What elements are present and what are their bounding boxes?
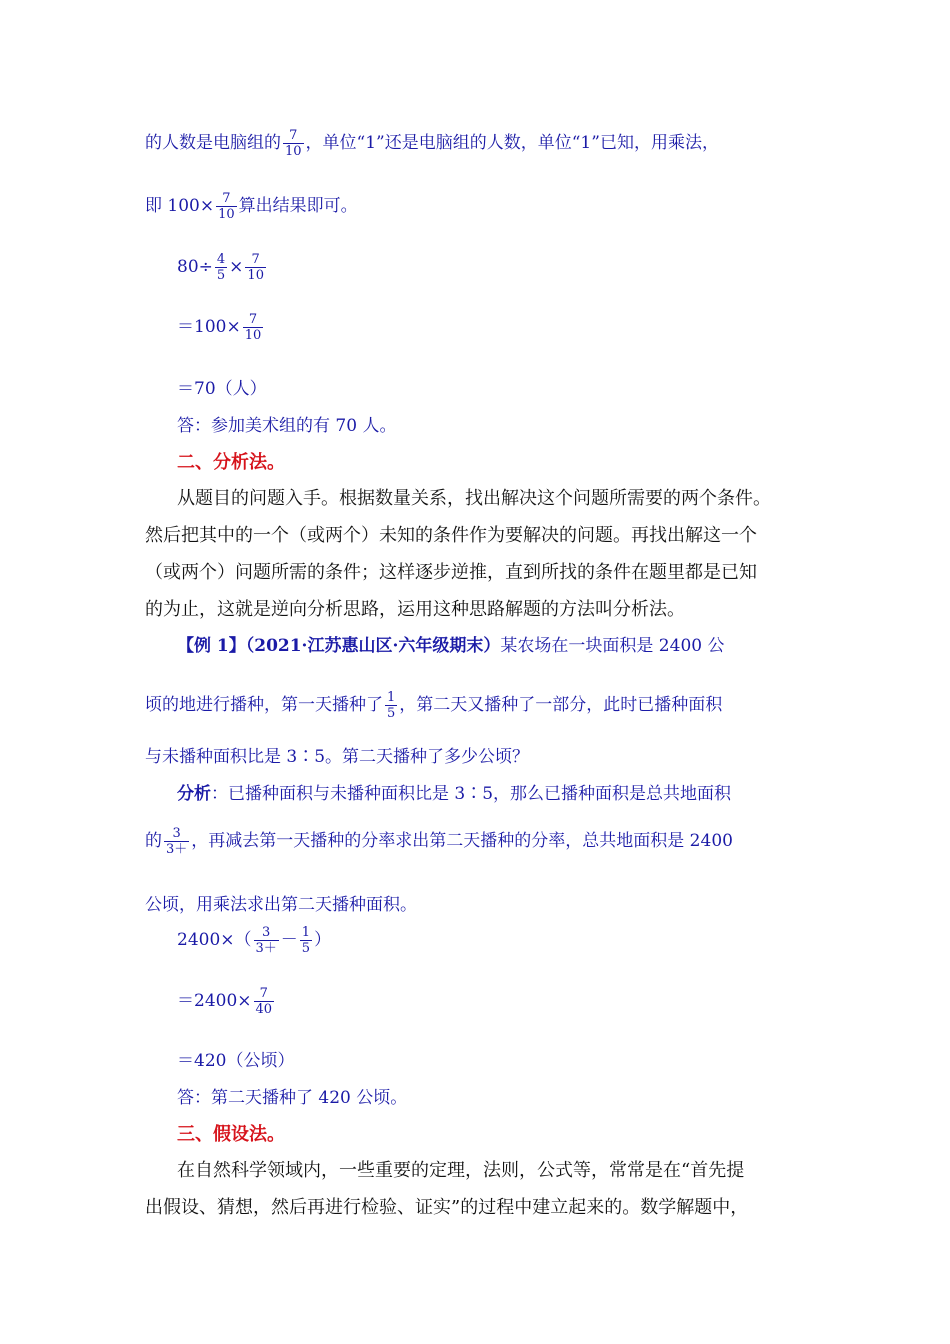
fraction-numerator: 7 — [251, 252, 260, 267]
example-line-2 — [145, 690, 722, 721]
paragraph-line: 然后把其中的一个（或两个）未知的条件作为要解决的问题。再找出解这一个 — [145, 525, 757, 546]
calc-b-line-1 — [177, 925, 331, 956]
fraction-numerator: 1 — [387, 690, 396, 705]
fraction-numerator: 7 — [222, 191, 231, 206]
calc-line-3: ＝70（人） — [177, 379, 267, 399]
text-span: ，再减去第一天播种的分率求出第二天播种的分率，总共地面积是 2400 — [191, 831, 733, 851]
fraction — [245, 252, 266, 283]
text-span: 2400×（ — [177, 930, 252, 950]
text-span: ：已播种面积与未播种面积比是 3∶5，那么已播种面积是总共地面积 — [211, 784, 732, 804]
text-span: 80÷ — [177, 257, 213, 277]
answer-line: 答：参加美术组的有 70 人。 — [177, 416, 397, 436]
fraction — [243, 312, 264, 343]
answer-line-b: 答：第二天播种了 420 公顷。 — [177, 1088, 408, 1108]
text-span: 顷的地进行播种，第一天播种了 — [145, 695, 383, 715]
fraction-numerator: 7 — [289, 128, 298, 143]
example-line-3: 与未播种面积比是 3∶5。第二天播种了多少公顷？ — [145, 747, 530, 767]
operator: － — [280, 930, 298, 950]
calc-b-line-3: ＝420（公顷） — [177, 1051, 295, 1071]
fraction-denominator: 3＋ — [255, 941, 277, 956]
text-span: 的 — [145, 831, 162, 851]
fraction-numerator: 3 — [172, 826, 181, 841]
fraction-denominator: 10 — [218, 207, 235, 222]
paragraph-line: 出假设、猜想，然后再进行检验、证实”的过程中建立起来的。数学解题中， — [145, 1197, 749, 1218]
example-line-1 — [177, 631, 724, 656]
fraction-numerator: 3 — [262, 925, 271, 940]
explanation-line-2 — [145, 191, 358, 222]
text-span: 的人数是电脑组的 — [145, 133, 281, 153]
text-span: 算出结果即可。 — [238, 196, 358, 216]
fraction — [216, 191, 237, 222]
fraction-denominator: 5 — [387, 706, 396, 721]
fraction-denominator: 10 — [244, 328, 262, 343]
fraction-denominator: 40 — [255, 1002, 273, 1017]
analysis-line-1 — [177, 779, 731, 804]
text-span: ＝2400× — [177, 991, 252, 1011]
text-span: 某农场在一块面积是 2400 公 — [500, 636, 725, 656]
fraction — [254, 925, 279, 956]
section-heading-hypothesis: 三、假设法。 — [177, 1124, 285, 1145]
section-heading-analysis: 二、分析法。 — [177, 452, 285, 473]
fraction — [215, 252, 227, 283]
calc-line-1 — [177, 252, 268, 283]
paragraph-line: （或两个）问题所需的条件；这样逐步逆推，直到所找的条件在题里都是已知 — [145, 562, 757, 583]
fraction — [300, 925, 312, 956]
text-span: ） — [314, 930, 332, 950]
operator: × — [229, 257, 244, 277]
fraction — [254, 986, 275, 1017]
fraction-numerator: 1 — [301, 925, 311, 940]
analysis-line-3: 公顷，用乘法求出第二天播种面积。 — [145, 895, 417, 915]
text-span: ，第二天又播种了一部分，此时已播种面积 — [399, 695, 723, 715]
calc-b-line-2 — [177, 986, 276, 1017]
fraction-denominator: 5 — [301, 941, 311, 956]
example-label: 【例 1】（2021·江苏惠山区·六年级期末） — [177, 636, 501, 656]
paragraph-line: 的为止，这就是逆向分析思路，运用这种思路解题的方法叫分析法。 — [145, 599, 685, 620]
fraction-denominator: 5 — [216, 268, 226, 283]
fraction — [385, 690, 397, 721]
fraction-denominator: 10 — [247, 268, 264, 283]
fraction-numerator: 4 — [216, 252, 226, 267]
fraction — [164, 826, 189, 857]
fraction-denominator: 3＋ — [166, 842, 188, 857]
paragraph-line: 在自然科学领域内，一些重要的定理，法则，公式等，常常是在“首先提 — [177, 1160, 745, 1181]
text-span: 即 100× — [145, 196, 215, 216]
explanation-line-1 — [145, 128, 719, 159]
text-span: ＝100× — [177, 317, 241, 337]
analysis-line-2 — [145, 826, 733, 857]
fraction — [283, 128, 304, 159]
fraction-numerator: 7 — [248, 312, 258, 327]
text-span: ，单位“1”还是电脑组的人数，单位“1”已知，用乘法， — [305, 133, 719, 153]
fraction-denominator: 10 — [285, 144, 302, 159]
calc-line-2 — [177, 312, 265, 343]
paragraph-line: 从题目的问题入手。根据数量关系，找出解决这个问题所需要的两个条件。 — [177, 488, 771, 509]
fraction-numerator: 7 — [259, 986, 268, 1001]
analysis-label: 分析 — [177, 784, 211, 804]
